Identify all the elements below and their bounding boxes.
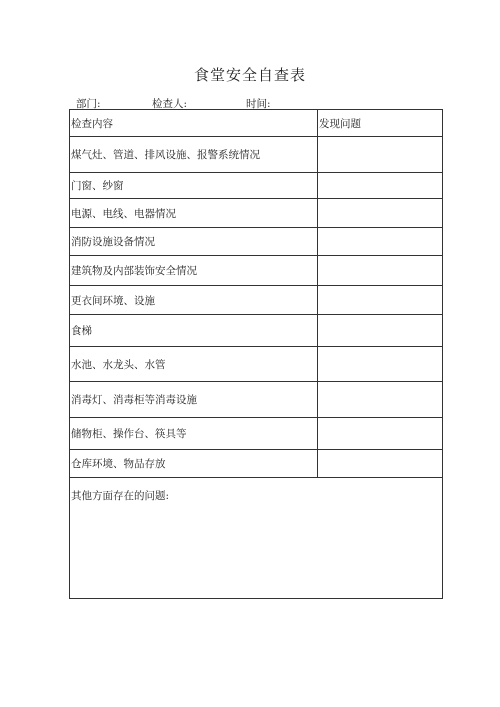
finding-cell[interactable] <box>318 173 442 198</box>
check-item: 仓库环境、物品存放 <box>70 450 318 477</box>
check-item: 消防设施设备情况 <box>70 228 318 255</box>
table-row <box>70 347 442 382</box>
other-issues-section[interactable] <box>70 478 442 598</box>
finding-cell[interactable] <box>318 137 442 172</box>
finding-cell[interactable] <box>318 347 442 381</box>
finding-cell[interactable] <box>318 315 442 346</box>
check-item: 食梯 <box>70 315 318 346</box>
finding-cell[interactable] <box>318 228 442 255</box>
check-item: 煤气灶、管道、排风设施、报警系统情况 <box>70 137 318 172</box>
time-label: 时间: <box>246 98 271 110</box>
page-title: 食堂安全自查表 <box>193 66 306 84</box>
check-item: 消毒灯、消毒柜等消毒设施 <box>70 382 318 417</box>
table-row <box>70 137 442 173</box>
check-item: 建筑物及内部装饰安全情况 <box>70 256 318 285</box>
table-row <box>70 286 442 315</box>
table-row <box>70 256 442 286</box>
finding-cell[interactable] <box>318 256 442 285</box>
finding-cell[interactable] <box>318 418 442 449</box>
finding-cell[interactable] <box>318 286 442 314</box>
finding-cell[interactable] <box>318 382 442 417</box>
check-item: 门窗、纱窗 <box>70 173 318 198</box>
table-row <box>70 199 442 228</box>
inspection-table <box>69 109 443 599</box>
table-row <box>70 173 442 199</box>
department-label: 部门: <box>76 98 101 110</box>
other-issues-label: 其他方面存在的问题: <box>71 490 170 502</box>
table-row <box>70 382 442 418</box>
table-row <box>70 450 442 478</box>
header-findings: 发现问题 <box>319 117 361 130</box>
finding-cell[interactable] <box>318 450 442 477</box>
check-item: 储物柜、操作台、筷具等 <box>70 418 318 449</box>
check-item: 更衣间环境、设施 <box>70 286 318 314</box>
table-row <box>70 228 442 256</box>
table-row <box>70 418 442 450</box>
check-item: 电源、电线、电器情况 <box>70 199 318 227</box>
header-check-content: 检查内容 <box>70 110 318 136</box>
table-header-row <box>70 110 442 137</box>
finding-cell[interactable] <box>318 199 442 227</box>
check-item: 水池、水龙头、水管 <box>70 347 318 381</box>
inspector-label: 检查人: <box>152 98 188 110</box>
table-row <box>70 315 442 347</box>
